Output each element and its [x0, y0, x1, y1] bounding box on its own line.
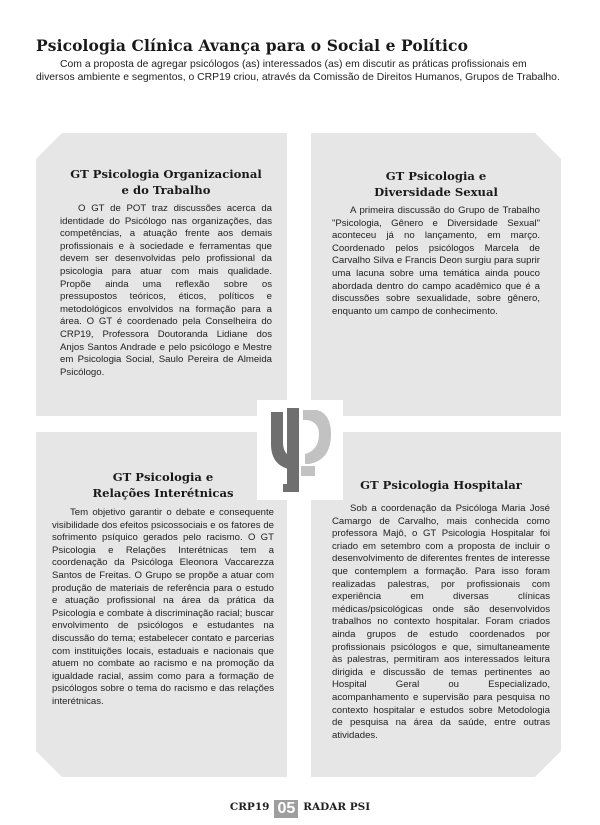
gt-organizacional-title-line1: GT Psicologia Organizacional: [70, 167, 262, 181]
gt-organizacional-title-line2: e do Trabalho: [121, 183, 211, 197]
article-intro: Com a proposta de agregar psicólogos (as) interessados (as) em discutir as práticas profissionais em diversos ambiente e segmentos, o CRP19 criou, através da Comissão de Direitos Humanos, Grupos de Trabalho.: [36, 59, 560, 83]
gt-hospitalar-title: GT Psicologia Hospitalar: [360, 478, 522, 492]
gt-organizacional-text: O GT de POT traz discussões acerca da identidade do Psicólogo nas organizações, das competências, a atuação frente aos demais profissionais e à sociedade e ferramentas que devem ser desenvolvidas pelo profissional da psicologia para atuar com mais qualidade. Propõe ainda uma reflexão sobre os pressupostos teóricos, éticos, políticos e metodológicos envolvidos na formação para a área. O GT é coordenado pela Conselheira do CRP19, Professora Doutoranda Lidiane dos Anjos Santos Andrade e pelo psicólogo e Mestre em Psicologia Social, Saulo Pereira de Almeida Psicólogo.: [60, 203, 272, 378]
gt-interetnicas-text: Tem objetivo garantir o debate e consequente visibilidade dos efeitos psicossociais e os fatores de sofrimento psíquico gerados pelo racismo. O GT Psicologia e Relações Interétnicas tem a coordenação da Psicóloga Eleonora Vaccarezza Santos de Freitas. O Grupo se propõe a atuar com produção de materiais de referência para o estudo e atuação profissional na área da prática da Psicologia e combate à discriminação racial; buscar envolvimento de psicólogos e estudantes na discussão do tema; estabelecer contato e parcerias com instituições locais, estaduais e nacionais que atuem no combate ao racismo e na promoção da igualdade racial, assim como para a formação de psicólogos sobre o tema do racismo e das relações interétnicas.: [52, 507, 274, 707]
gt-interetnicas-title-line2: Relações Interétnicas: [92, 486, 234, 500]
footer-publisher: CRP19: [229, 801, 270, 813]
gt-diversidade-title-line2: Diversidade Sexual: [374, 185, 498, 199]
gt-organizacional-title: [60, 166, 272, 198]
gt-organizacional: [60, 166, 272, 379]
gt-relacoes-interetnicas: [52, 469, 274, 709]
gt-diversidade-text: A primeira discussão do Grupo de Trabalho "Psicologia, Gênero e Diversidade Sexual" aconteceu já no lançamento, em março. Coordenado pelos psicólogos Marcela de Carvalho Silva e Francis Deon surgiu para suprir uma lacuna sobre uma temática ainda pouco abordada dentro do campo acadêmico que é a discussões sobre sexualidade, sobre gênero, enquanto um campo de conhecimento.: [332, 205, 540, 317]
gt-interetnicas-title-line1: GT Psicologia e: [112, 470, 214, 484]
gt-diversidade-title: [332, 168, 540, 200]
gt-interetnicas-title: [52, 469, 274, 501]
article-title: Psicologia Clínica Avança para o Social e Político: [36, 36, 469, 55]
page-number: 05: [274, 800, 298, 818]
gt-hospitalar: [332, 477, 550, 742]
gt-diversidade-title-line1: GT Psicologia e: [385, 169, 487, 183]
psi-logo-icon: [257, 400, 343, 500]
gt-diversidade-sexual: [332, 168, 540, 318]
footer-magazine: RADAR PSI: [303, 801, 371, 813]
page-footer: [0, 800, 600, 818]
gt-hospitalar-text: Sob a coordenação da Psicóloga Maria José Camargo de Carvalho, mais conhecida como professora Majô, o GT Psicologia Hospitalar foi criado em setembro com a proposta de incluir o desenvolvimento de diferentes frentes de interesse que contemplem a formação. Para isso foram realizadas palestras, por profissionais com experiência em diversas clínicas médicas/psicológicas onde são desenvolvidos trabalhos no contexto hospitalar. Foram criados ainda grupos de estudo coordenados por profissionais psicólogos e que, simultaneamente às palestras, permitiram aos interessados leitura dirigida e discussão de temas pertinentes ao Hospital Geral ou Especializado, acompanhamento e supervisão para pesquisa no contexto hospitalar e estudos sobre Metodologia de pesquisa na área da saúde, entre outras atividades.: [332, 503, 550, 741]
